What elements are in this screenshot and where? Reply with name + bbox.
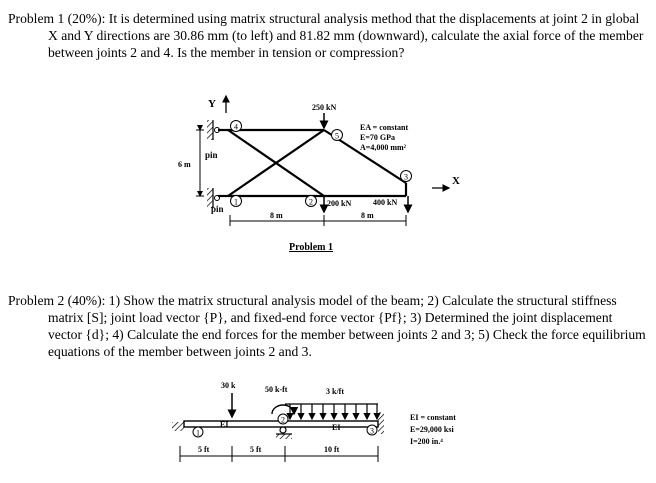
problem-1-caption: Problem 1 — [289, 242, 333, 253]
distributed-load-label: 3 k/ft — [326, 387, 344, 396]
problem-2-statement: Problem 2 (40%): 1) Show the matrix structural analysis model of the beam; 2) Calculate the structural stiffness matrix [S]; joint load vector {P}, and fixed-end force vector {Pf}; 3) Determined the joint displacement vector {d}; 4) Calculate the end forces for the member between joints 2 and 3; 5) Check the force equilibrium equations of the member between joints 2 and 3. — [8, 293, 646, 359]
beam-figure — [172, 381, 456, 462]
ei-left: EI — [220, 420, 229, 429]
beam-prop-ei: EI = constant — [410, 413, 456, 422]
pin-label-lower: pin — [211, 204, 224, 214]
truss-figure — [178, 96, 460, 253]
problem-1-statement: Problem 1 (20%): It is determined using matrix structural analysis method that the displacements at joint 2 in global X and Y directions are 30.86 mm (to left) and 81.82 mm (downward), calculate the axial force of the member between joints 2 and 4. Is the member in tension or compression? — [8, 11, 644, 60]
distributed-load — [285, 404, 378, 419]
y-axis-label: Y — [208, 98, 216, 110]
upper-wall-support — [207, 120, 213, 140]
beam-dimensions — [180, 446, 378, 462]
dim-1-label: 5 ft — [198, 445, 210, 454]
point-load-label: 30 k — [221, 381, 236, 390]
load-250-label: 250 kN — [312, 103, 337, 112]
span-1-label: 8 m — [270, 211, 283, 220]
load-200-label: 200 kN — [327, 199, 352, 208]
right-wall-support — [378, 412, 384, 434]
span-dimensions — [230, 215, 406, 226]
joint-4-label: 4 — [234, 122, 238, 132]
moment-label: 50 k-ft — [265, 385, 288, 394]
dim-2-label: 5 ft — [250, 445, 262, 454]
span-2-label: 8 m — [361, 211, 374, 220]
beam-prop-i: I=200 in.⁴ — [410, 437, 443, 446]
joint-3-label: 3 — [404, 172, 408, 182]
fixed-support-hatch — [172, 422, 184, 431]
dim-3-label: 10 ft — [324, 445, 340, 454]
joint-1-label: 1 — [234, 197, 238, 207]
load-400-label: 400 kN — [373, 198, 398, 207]
truss-prop-a: A=4,000 mm² — [360, 143, 407, 152]
joint-2-label: 2 — [309, 197, 313, 207]
moment-arrow — [272, 405, 294, 414]
x-axis-label: X — [452, 175, 460, 187]
truss-prop-e: E=70 GPa — [360, 133, 396, 142]
height-dim-label: 6 m — [178, 160, 191, 169]
truss-prop-ea: EA = constant — [360, 123, 409, 132]
height-dimension — [196, 130, 204, 196]
beam-prop-e: E=29,000 ksi — [410, 425, 454, 434]
joint-5-label: 5 — [335, 131, 339, 141]
beam-joint-2: 2 — [281, 415, 285, 425]
beam-joint-3: 3 — [370, 426, 374, 436]
beam-joint-1: 1 — [196, 428, 200, 438]
pin-label-upper: pin — [205, 150, 218, 160]
roller-support — [280, 427, 286, 433]
ei-right: EI — [332, 423, 341, 432]
